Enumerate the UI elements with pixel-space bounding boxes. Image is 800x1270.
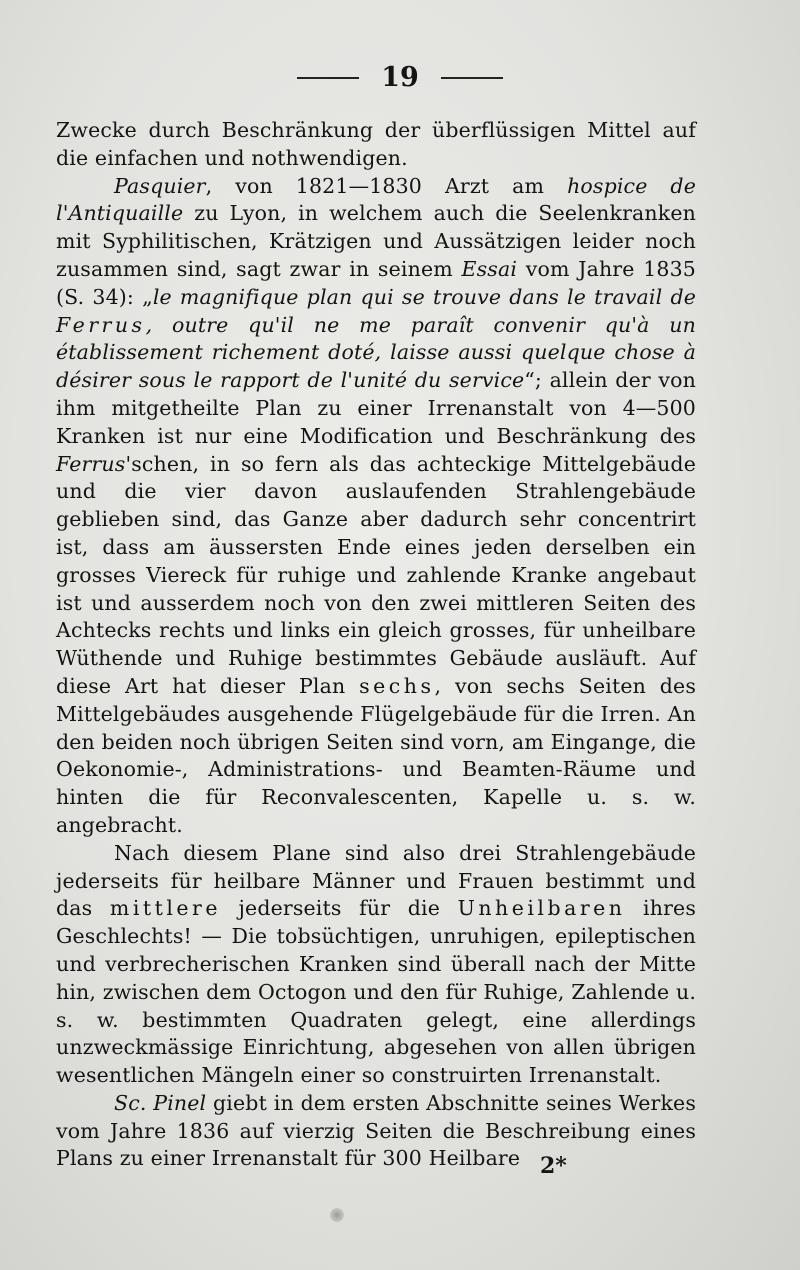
text-run: , von 1821—1830 Arzt am <box>205 173 568 198</box>
paragraph <box>56 1090 696 1173</box>
text-run: 'schen, in so fern als das achteckige Mittelgebäude und die vier davon auslaufenden Strahlengebäude geblieben sind, das Ganze aber dadurch sehr concentrirt ist, dass am äussersten Ende eines jeden derselben ein grosses Viereck für ruhige und zahlende Kranke angebaut ist und ausserdem noch von den zwei mittleren Seiten des Achtecks rechts und links ein gleich grosses, für unheilbare Wüthende und Ruhige bestimmtes Gebäude ausläuft. Auf diese Art hat dieser Plan <box>56 451 696 698</box>
header-rule-left <box>297 77 359 79</box>
text-run: mittlere <box>109 896 221 921</box>
text-run: Unheilbaren <box>457 896 626 921</box>
signature-mark: 2* <box>540 1153 567 1179</box>
paragraph <box>56 840 696 1090</box>
text-run: “; allein der von ihm mitgetheilte Plan zu einer Irrenanstalt von 4—500 Kranken ist nur eine Modification und Beschränkung des <box>56 368 696 448</box>
text-run: Zwecke durch Beschränkung der überflüssigen Mittel auf die einfachen und nothwendigen. <box>56 118 696 170</box>
body-text <box>56 117 696 1173</box>
page-number: 19 <box>381 62 419 93</box>
text-run: Sc. Pinel <box>114 1090 207 1115</box>
paper-stain <box>330 1208 344 1222</box>
text-run: , outre qu'il ne me paraît convenir qu'à un établissement richement doté, laisse aussi quelque chose à désirer sous le rapport de l'unité du service <box>56 312 696 393</box>
text-run: , von sechs Seiten des Mittelgebäudes ausgehende Flügelgebäude für die Irren. An den beiden noch übrigen Seiten sind vorn, am Eingange, die Oekonomie-, Administrations- und Beamten-Räume und hinten die für Reconvalescenten, Kapelle u. s. w. angebracht. <box>56 673 696 837</box>
text-run: Pasquier <box>114 173 206 198</box>
text-run: giebt in dem ersten Abschnitte seines Werkes vom Jahre 1836 auf vierzig Seiten die Beschreibung eines Plans zu einer Irrenanstalt für 300 Heilbare <box>56 1090 696 1171</box>
page-header <box>0 62 800 93</box>
text-run: vom Jahre 1835 (S. 34): „ <box>56 256 696 309</box>
text-run: zu Lyon, in welchem auch die Seelenkranken mit Syphilitischen, Krätzigen und Aussätzigen leider noch zusammen sind, sagt zwar in seinem <box>56 201 696 281</box>
text-run: jederseits für die <box>220 896 458 921</box>
text-run: Nach diesem Plane sind also drei Strahlengebäude jederseits für heilbare Männer und Frauen bestimmt und das <box>56 840 696 921</box>
text-run: le magnifique plan qui se trouve dans le travail de <box>152 284 696 309</box>
text-run: hospice de l'Antiquaille <box>56 173 696 226</box>
paragraph <box>56 173 696 840</box>
header-rule-right <box>441 77 503 79</box>
text-run: Ferrus <box>56 451 126 476</box>
paragraph <box>56 117 696 173</box>
text-run: ihres Geschlechts! — Die tobsüchtigen, unruhigen, epileptischen und verbrecherischen Kranken sind überall nach der Mitte hin, zwischen dem Octogon und den für Ruhige, Zahlende u. s. w. bestimmten Quadraten gelegt, eine allerdings unzweckmässige Einrichtung, abgesehen von allen übrigen wesentlichen Mängeln einer so construirten Irrenanstalt. <box>56 896 696 1088</box>
text-run: Essai <box>461 256 518 281</box>
text-run: Ferrus <box>56 312 146 337</box>
text-run: sechs <box>359 673 435 698</box>
